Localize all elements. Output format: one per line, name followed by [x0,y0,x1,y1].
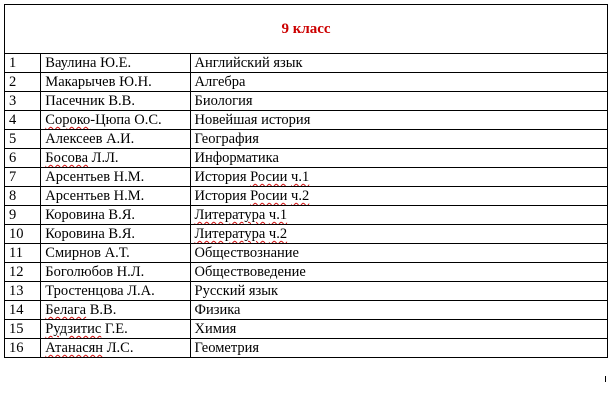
author-cell: Коровина В.Я. [41,206,190,225]
row-number: 6 [5,149,41,168]
table-row [5,92,608,111]
author-cell: Боголюбов Н.Л. [41,263,190,282]
subject-cell: Химия [190,320,607,339]
subject-cell: История Росии ч.1 [190,168,607,187]
author-cell: Рудзитис Г.Е. [41,320,190,339]
subject-cell: История Росии ч.2 [190,187,607,206]
table-row [5,149,608,168]
row-number: 15 [5,320,41,339]
author-cell: Смирнов А.Т. [41,244,190,263]
table-row [5,168,608,187]
subject-cell: Обществоведение [190,263,607,282]
row-number: 10 [5,225,41,244]
author-cell: Ваулина Ю.Е. [41,54,190,73]
row-number: 8 [5,187,41,206]
table-row [5,225,608,244]
row-number: 5 [5,130,41,149]
author-cell: Тростенцова Л.А. [41,282,190,301]
subject-cell: Алгебра [190,73,607,92]
table-row [5,282,608,301]
row-number: 2 [5,73,41,92]
row-number: 14 [5,301,41,320]
subject-cell: География [190,130,607,149]
row-number: 11 [5,244,41,263]
row-number: 9 [5,206,41,225]
subject-cell: Информатика [190,149,607,168]
table-row [5,301,608,320]
subject-cell: Литература ч.1 [190,206,607,225]
subject-cell: Обществознание [190,244,607,263]
author-cell: Сороко-Цюпа О.С. [41,111,190,130]
table-row [5,339,608,358]
subject-cell: Биология [190,92,607,111]
table-row [5,111,608,130]
row-number: 7 [5,168,41,187]
row-number: 1 [5,54,41,73]
author-cell: Алексеев А.И. [41,130,190,149]
row-number: 13 [5,282,41,301]
author-cell: Босова Л.Л. [41,149,190,168]
edge-mark [605,376,606,382]
table-row [5,263,608,282]
table-row [5,187,608,206]
table-row [5,244,608,263]
row-number: 12 [5,263,41,282]
subject-cell: Английский язык [190,54,607,73]
row-number: 16 [5,339,41,358]
author-cell: Арсентьев Н.М. [41,187,190,206]
subject-cell: Русский язык [190,282,607,301]
table-row [5,206,608,225]
table-row [5,320,608,339]
author-cell: Макарычев Ю.Н. [41,73,190,92]
table-header-row [5,5,608,54]
row-number: 4 [5,111,41,130]
author-cell: Арсентьев Н.М. [41,168,190,187]
subject-cell: Новейшая история [190,111,607,130]
subject-cell: Геометрия [190,339,607,358]
author-cell: Коровина В.Я. [41,225,190,244]
table-title: 9 класс [5,5,608,54]
author-cell: Атанасян Л.С. [41,339,190,358]
table-row [5,73,608,92]
subject-cell: Физика [190,301,607,320]
row-number: 3 [5,92,41,111]
author-cell: Пасечник В.В. [41,92,190,111]
table-row [5,130,608,149]
textbook-table [4,4,608,358]
author-cell: Белага В.В. [41,301,190,320]
subject-cell: Литература ч.2 [190,225,607,244]
table-row [5,54,608,73]
